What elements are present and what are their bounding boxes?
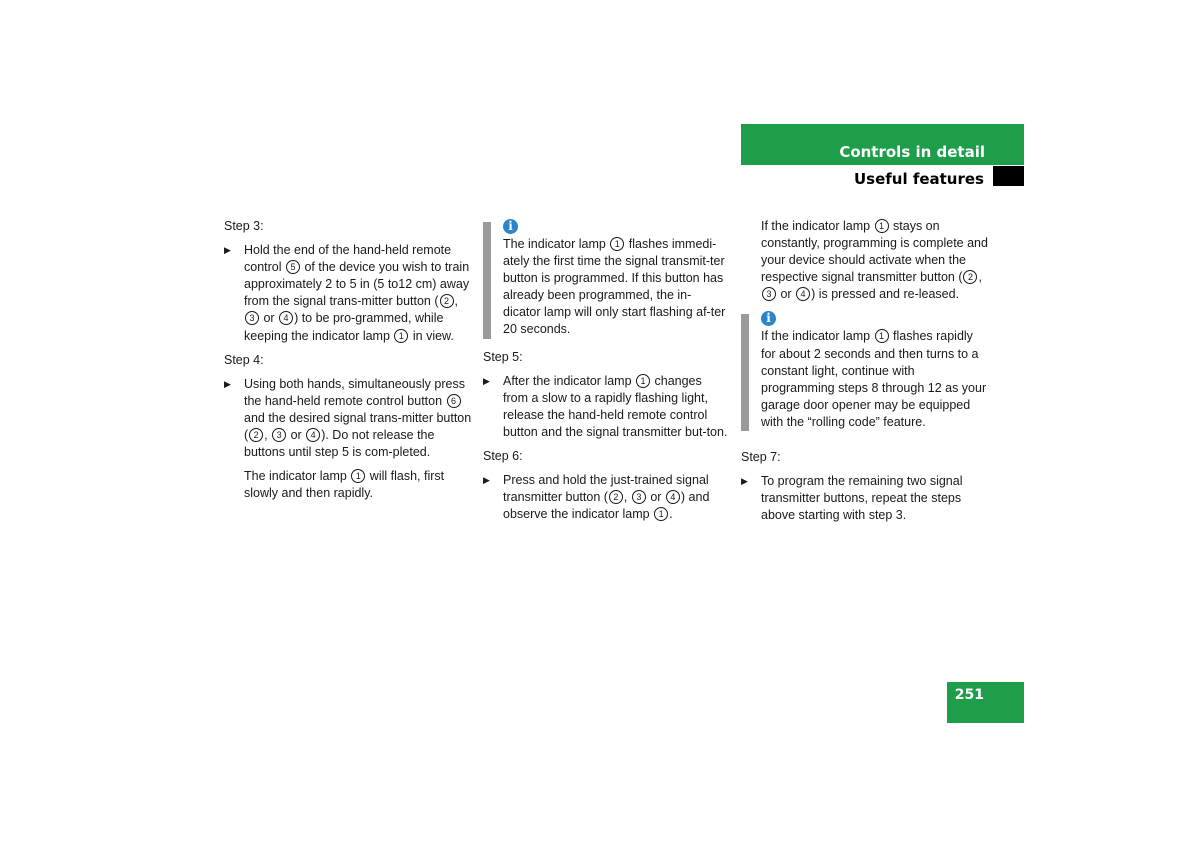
callout-1: 1 — [394, 329, 408, 343]
callout-1: 1 — [875, 219, 889, 233]
callout-1: 1 — [875, 329, 889, 343]
callout-6: 6 — [447, 394, 461, 408]
callout-2: 2 — [609, 490, 623, 504]
callout-4: 4 — [666, 490, 680, 504]
callout-3: 3 — [245, 311, 259, 325]
step-3-instruction: ▶ Hold the end of the hand-held remote control 5 of the device you wish to train approximately 2 to 5 in (5 to12 cm) away from the signal trans-mitter button ( 2 , 3 or 4 ) to be pro-grammed, while keeping the indicator lamp 1 in view. — [224, 243, 470, 343]
column-2 — [483, 218, 728, 530]
step-6-heading: Step 6: — [483, 449, 523, 464]
note-bar — [483, 222, 491, 339]
callout-3: 3 — [762, 287, 776, 301]
callout-4: 4 — [796, 287, 810, 301]
step-7-heading: Step 7: — [741, 450, 781, 465]
callout-3: 3 — [272, 428, 286, 442]
info-icon: i — [503, 219, 518, 234]
step-5-instruction: ▶ After the indicator lamp 1 changes from a slow to a rapidly flashing light, release the hand-held remote control button and the signal transmitter but-ton. — [483, 373, 728, 439]
triangle-right-icon: ▶ — [224, 245, 231, 256]
subsection-marker — [993, 166, 1024, 186]
subsection-header — [741, 166, 1024, 186]
page-number-box — [947, 682, 1024, 723]
callout-1: 1 — [636, 374, 650, 388]
step-4-heading: Step 4: — [224, 352, 264, 367]
callout-4: 4 — [306, 428, 320, 442]
page-number: 251 — [954, 687, 984, 703]
triangle-right-icon: ▶ — [483, 475, 490, 486]
info-note — [741, 310, 989, 431]
callout-2: 2 — [249, 428, 263, 442]
subsection-title: Useful features — [853, 170, 984, 188]
completion-text: If the indicator lamp 1 stays on constantly, programming is complete and your device should activate when the respective signal transmitter button ( 2 , 3 or 4 ) is pressed and re-leased. — [761, 219, 988, 302]
column-3 — [741, 218, 989, 531]
callout-5: 5 — [286, 260, 300, 274]
step-4-result: The indicator lamp 1 will flash, first slowly and then rapidly. — [244, 469, 445, 501]
triangle-right-icon: ▶ — [224, 378, 231, 389]
info-text: The indicator lamp 1 flashes immedi-ately the first time the signal transmit-ter button is programmed. If this button has already been programmed, the in-dicator lamp will only start flashing af-ter 20 seconds. — [503, 237, 726, 337]
section-header — [741, 124, 1024, 165]
section-title: Controls in detail — [839, 143, 985, 161]
callout-2: 2 — [963, 270, 977, 284]
triangle-right-icon: ▶ — [483, 375, 490, 386]
callout-2: 2 — [440, 294, 454, 308]
callout-3: 3 — [632, 490, 646, 504]
step-7-instruction: ▶ To program the remaining two signal transmitter buttons, repeat the steps above starting with step 3. — [741, 474, 963, 523]
triangle-right-icon: ▶ — [741, 476, 748, 487]
info-icon: i — [761, 311, 776, 326]
step-4-instruction: ▶ Using both hands, simultaneously press the hand-held remote control button 6 and the desired signal trans-mitter button ( 2 , 3 or 4 ). Do not release the buttons until step 5 is com-pleted. — [224, 376, 472, 460]
step-5-heading: Step 5: — [483, 349, 523, 364]
info-text: If the indicator lamp 1 flashes rapidly for about 2 seconds and then turns to a constant light, continue with programming steps 8 through 12 as your garage door opener may be equipped with the “rolling code” feature. — [761, 329, 987, 429]
step-3-heading: Step 3: — [224, 219, 264, 233]
note-bar — [741, 314, 749, 431]
callout-4: 4 — [279, 311, 293, 325]
column-1 — [224, 218, 474, 509]
callout-1: 1 — [351, 469, 365, 483]
info-note — [483, 218, 728, 339]
callout-1: 1 — [654, 507, 668, 521]
callout-1: 1 — [610, 237, 624, 251]
step-6-instruction: ▶ Press and hold the just-trained signal transmitter button ( 2 , 3 or 4 ) and observe the indicator lamp 1 . — [483, 473, 710, 522]
